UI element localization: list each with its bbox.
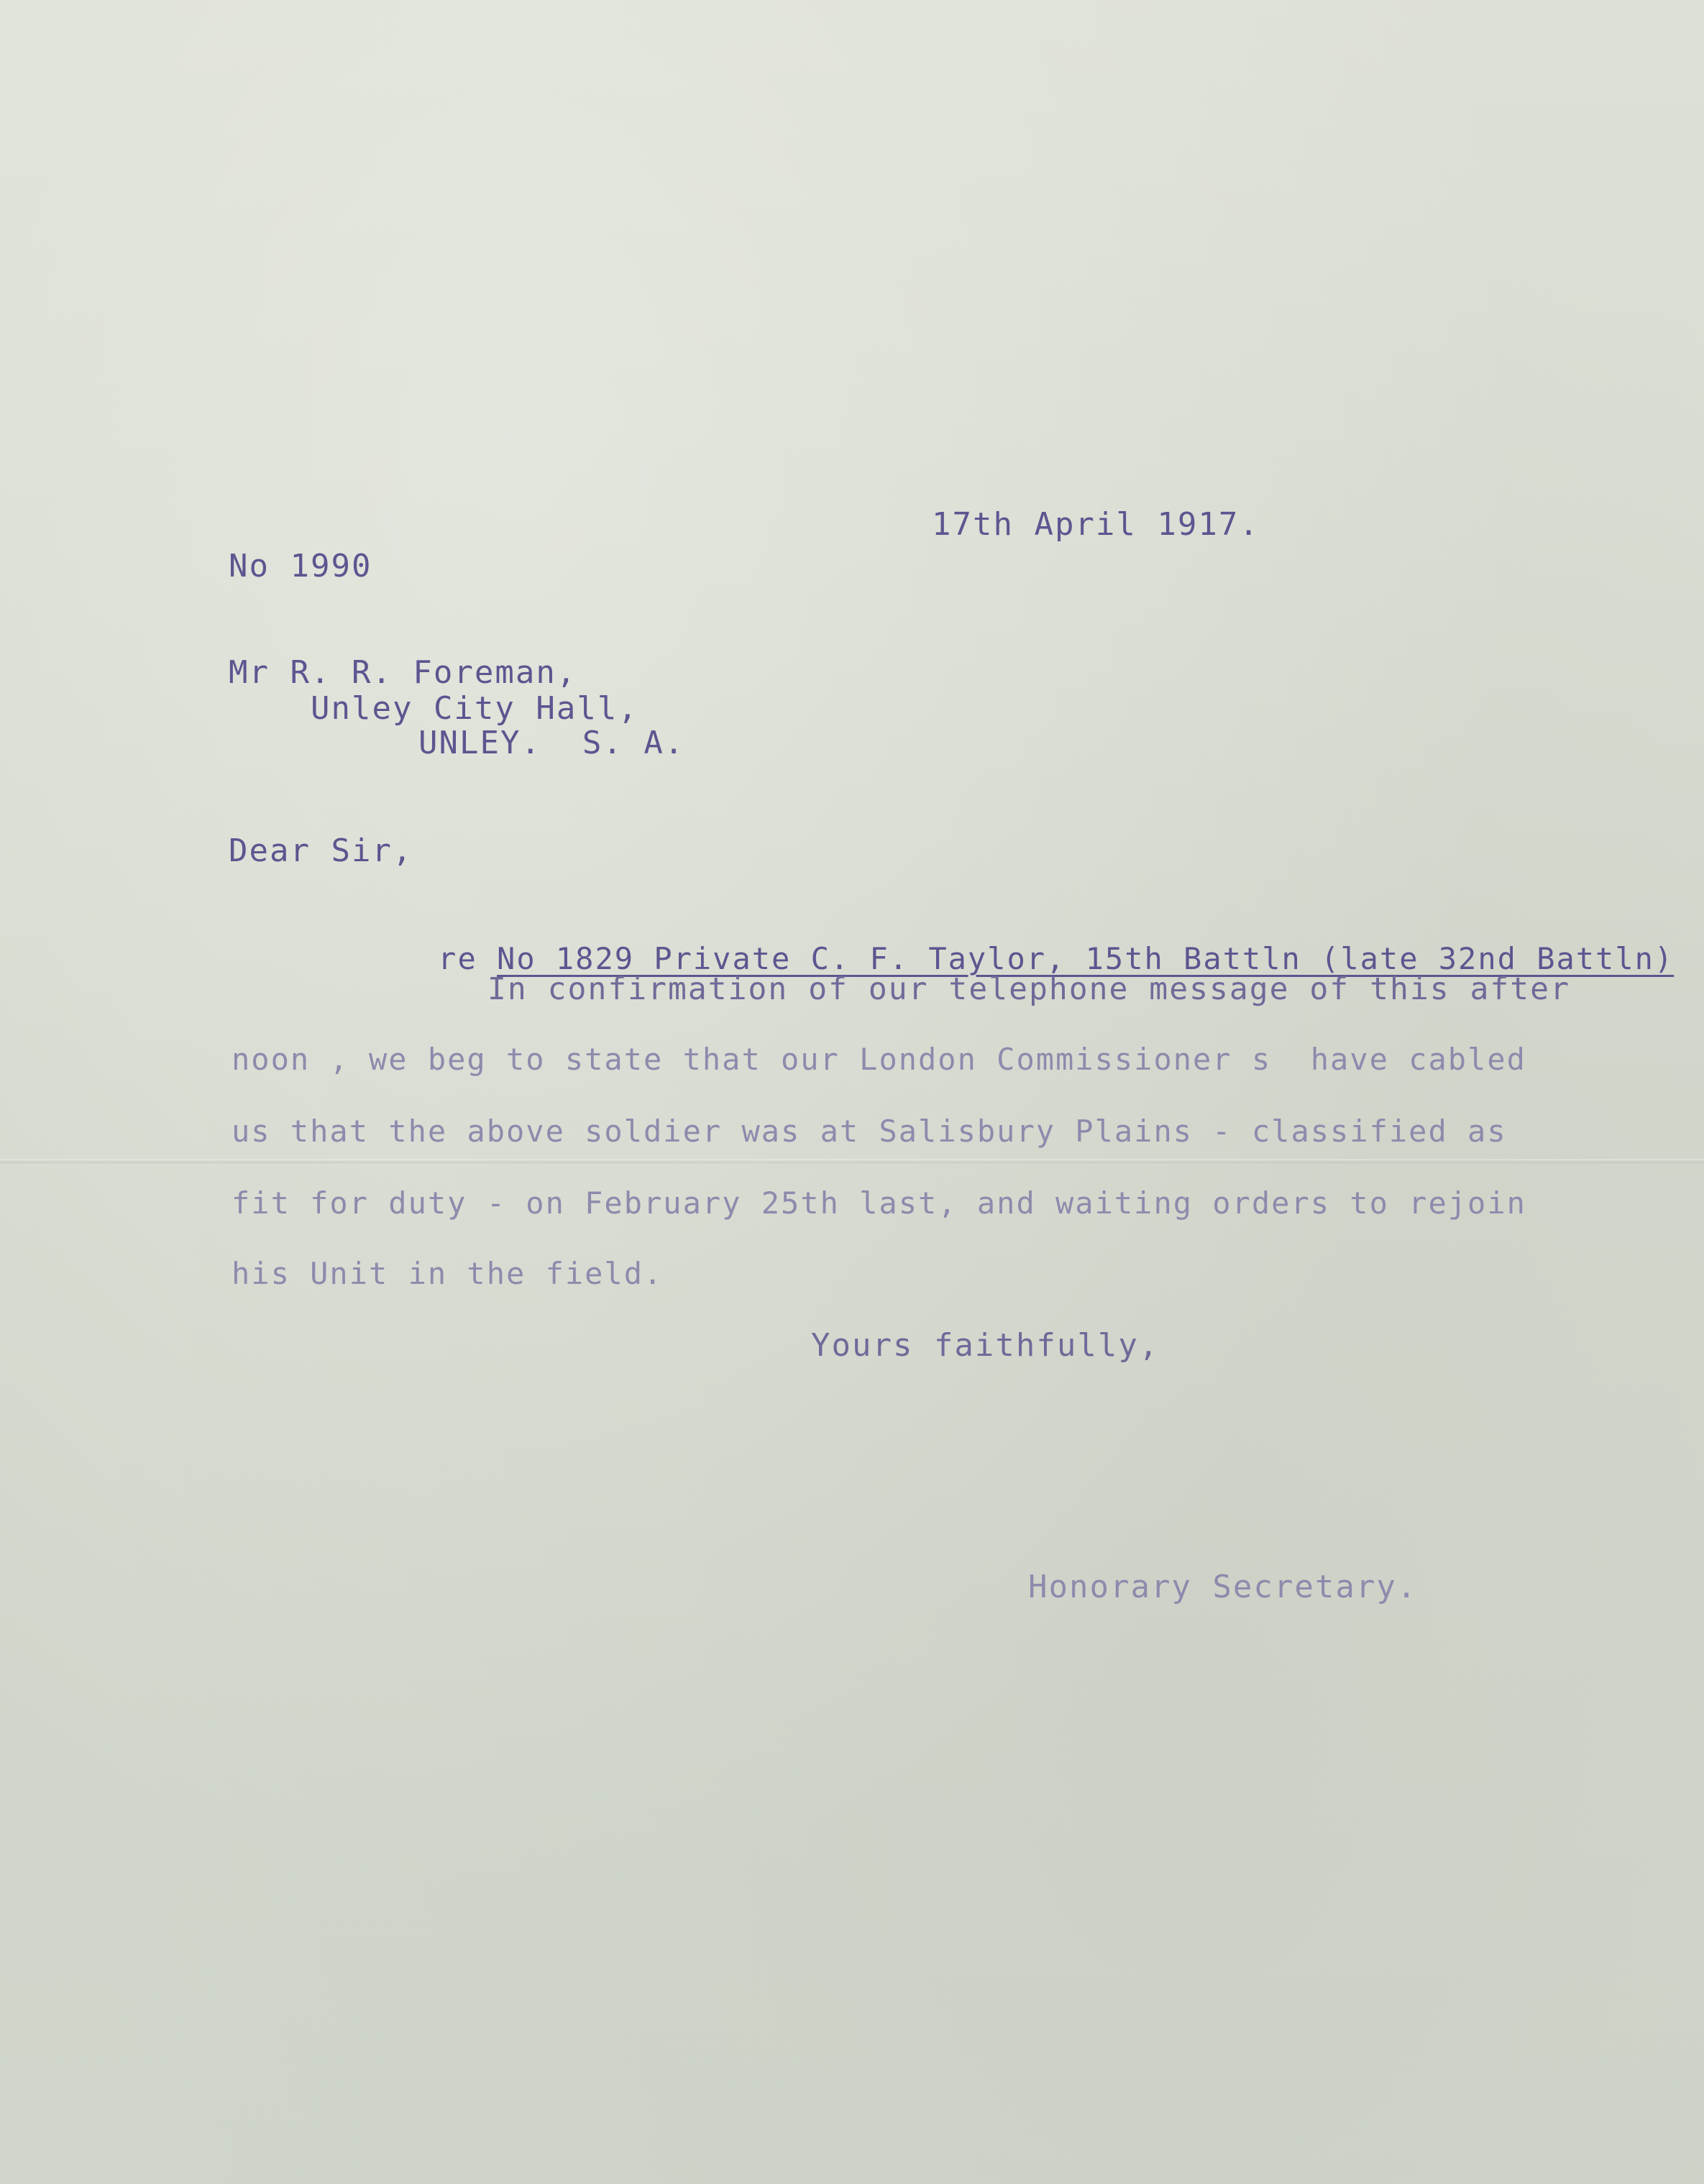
- reference-number: No 1990: [229, 548, 372, 584]
- recipient-address-line-1: Unley City Hall,: [311, 690, 638, 727]
- body-line-2: noon , we beg to state that our London Commissioner s have cabled: [232, 1042, 1526, 1077]
- recipient-address-line-2: UNLEY. S. A.: [418, 725, 685, 761]
- body-line-4: fit for duty - on February 25th last, and waiting orders to rejoin: [232, 1185, 1526, 1221]
- subject-text: No 1829 Private C. F. Taylor, 15th Battln (late 32nd Battln): [497, 941, 1675, 976]
- paper-fold-crease: [0, 1159, 1704, 1163]
- letter-date: 17th April 1917.: [932, 506, 1260, 543]
- recipient-name: Mr R. R. Foreman,: [229, 654, 577, 691]
- salutation: Dear Sir,: [229, 832, 413, 869]
- body-line-1: In confirmation of our telephone message of this after: [487, 971, 1570, 1007]
- signatory-title: Honorary Secretary.: [1028, 1569, 1418, 1605]
- closing: Yours faithfully,: [811, 1327, 1160, 1364]
- subject-prefix: re: [438, 941, 477, 976]
- body-line-3: us that the above soldier was at Salisbury Plains - classified as: [232, 1114, 1507, 1149]
- body-line-5: his Unit in the field.: [232, 1256, 664, 1291]
